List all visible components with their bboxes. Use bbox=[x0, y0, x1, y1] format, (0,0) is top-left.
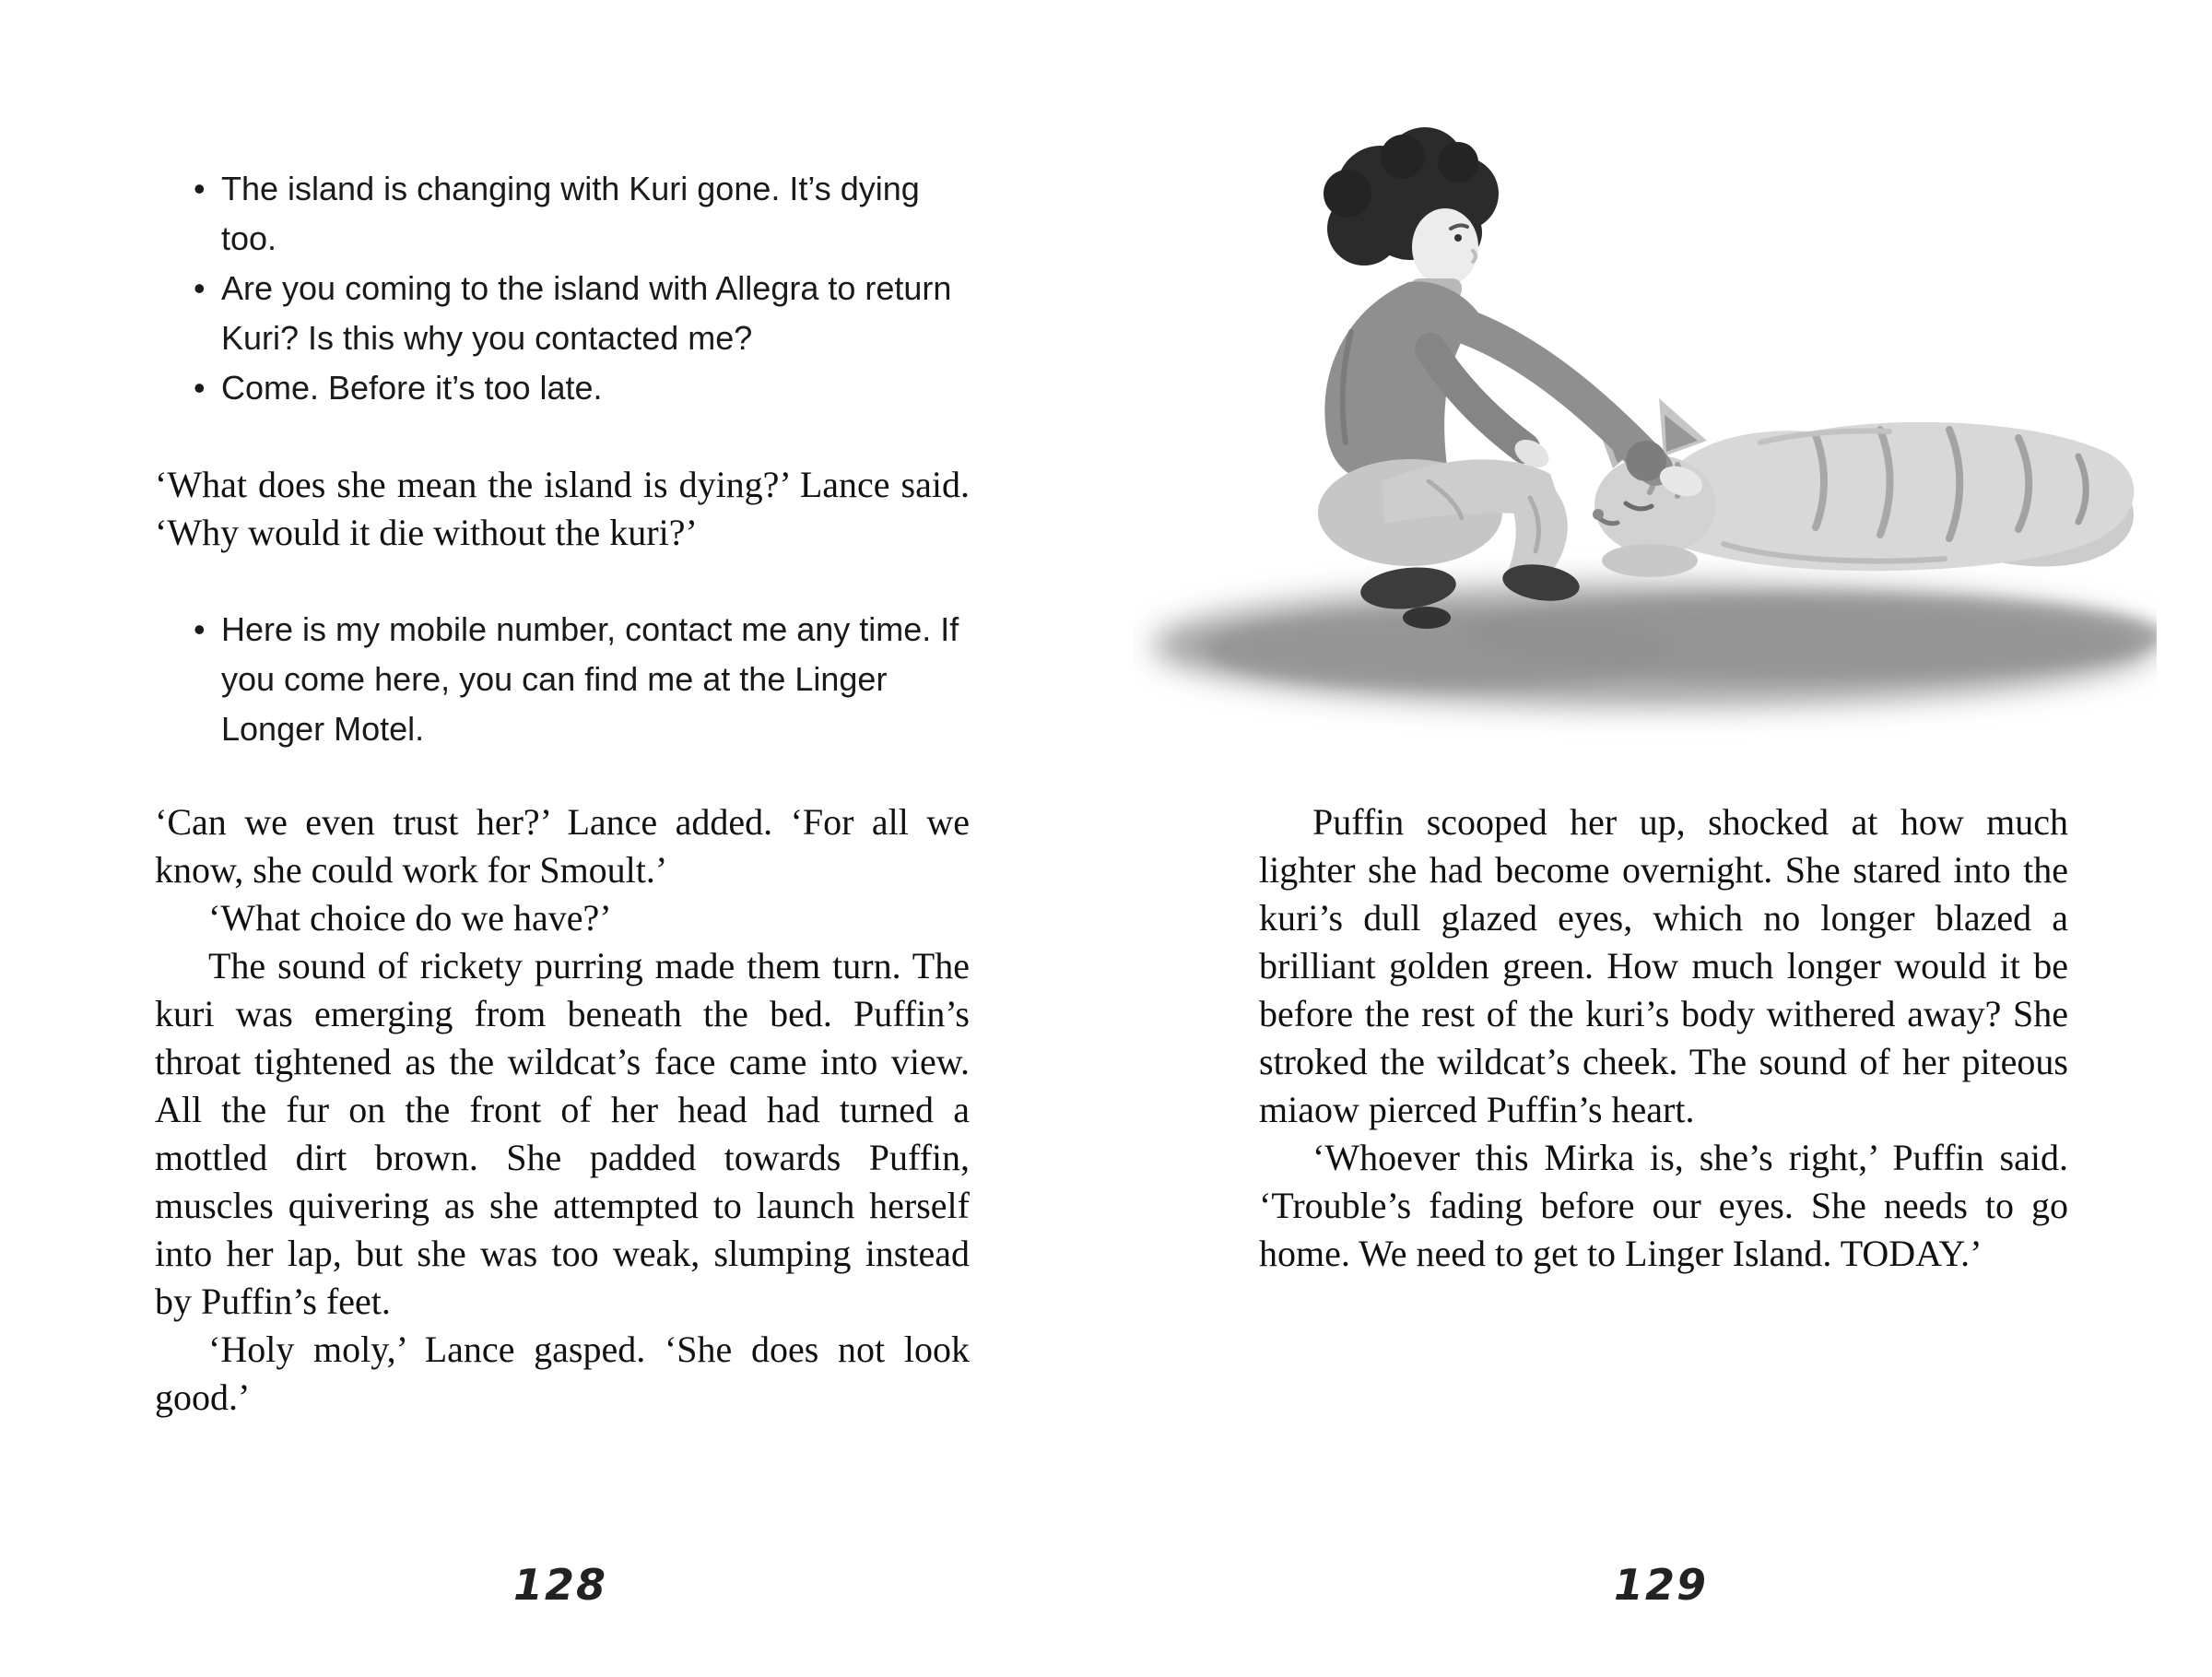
bullet-text: The island is changing with Kuri gone. It’s dying too. bbox=[221, 170, 920, 257]
message-bullet-list-mid bbox=[155, 605, 970, 754]
paragraph: ‘Whoever this Mirka is, she’s right,’ Puffin said. ‘Trouble’s fading before our eyes. She needs to go home. We need to get to Linger Island. TODAY.’ bbox=[1259, 1137, 2068, 1274]
paragraph: The sound of rickety purring made them turn. The kuri was emerging from beneath the bed. Puffin’s throat tightened as the wildcat’s face came into view. All the fur on the front of her head had turned a mottled dirt brown. She padded towards Puffin, muscles quivering as she attempted to launch herself into her lap, but she was too weak, slumping instead by Puffin’s feet. bbox=[155, 945, 970, 1322]
message-bullet-list-top bbox=[155, 164, 970, 413]
list-item bbox=[194, 164, 970, 264]
bullet-marker: • bbox=[194, 170, 206, 207]
page-left-text-column bbox=[155, 164, 970, 1422]
page-number-left: 128 bbox=[512, 1560, 608, 1610]
paragraph: Puffin scooped her up, shocked at how much lighter she had become overnight. She stared into the kuri’s dull glazed eyes, which no longer blazed a brilliant golden green. How much longer would it be before the rest of the kuri’s body withered away? She stroked the wildcat’s cheek. The sound of her piteous miaow pierced Puffin’s heart. bbox=[1259, 801, 2068, 1130]
illustration-child-and-cat bbox=[1134, 101, 2157, 765]
bullet-text: Come. Before it’s too late. bbox=[221, 369, 603, 407]
illustration-svg bbox=[1134, 101, 2157, 765]
paragraph: ‘Holy moly,’ Lance gasped. ‘She does not look good.’ bbox=[155, 1329, 970, 1418]
list-item bbox=[194, 363, 970, 413]
bullet-text: Here is my mobile number, contact me any time. If you come here, you can find me at the Linger Longer Motel. bbox=[221, 610, 959, 748]
paragraph: ‘What choice do we have?’ bbox=[208, 897, 612, 939]
bullet-marker: • bbox=[194, 369, 206, 407]
paragraph: ‘What does she mean the island is dying?’ Lance said. ‘Why would it die without the kuri?’ bbox=[155, 464, 970, 553]
page-number-right: 129 bbox=[1613, 1560, 1709, 1610]
bullet-marker: • bbox=[194, 269, 206, 307]
bullet-text: Are you coming to the island with Allegra to return Kuri? Is this why you contacted me? bbox=[221, 269, 952, 357]
list-item bbox=[194, 264, 970, 363]
bullet-marker: • bbox=[194, 610, 206, 648]
paragraph: ‘Can we even trust her?’ Lance added. ‘For all we know, she could work for Smoult.’ bbox=[155, 801, 970, 891]
page-right-text-column bbox=[1259, 798, 2068, 1278]
list-item bbox=[194, 605, 970, 754]
